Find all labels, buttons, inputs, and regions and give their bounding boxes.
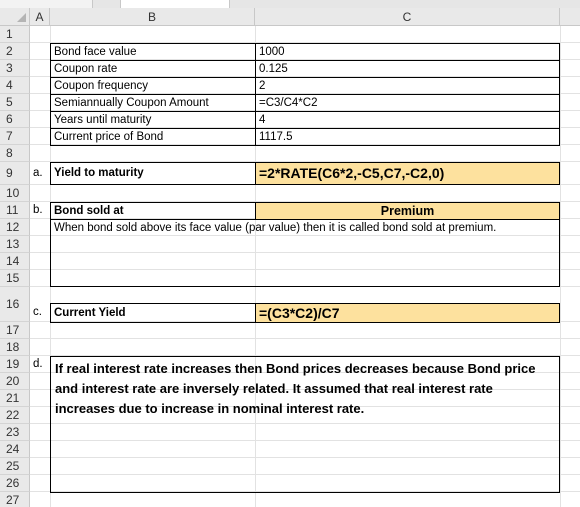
row-header-27[interactable]: 27 — [0, 492, 30, 507]
row-header-18[interactable]: 18 — [0, 339, 30, 356]
cell-c7[interactable]: 1117.5 — [255, 128, 560, 146]
row-header-23[interactable]: 23 — [0, 424, 30, 441]
cell-a11[interactable]: b. — [33, 204, 43, 216]
select-all-triangle-icon — [17, 13, 26, 22]
row-header-10[interactable]: 10 — [0, 185, 30, 202]
cell-a16[interactable]: c. — [33, 306, 42, 318]
cell-c2[interactable]: 1000 — [255, 43, 560, 61]
row-header-12[interactable]: 12 — [0, 219, 30, 236]
cell-b3[interactable]: Coupon rate — [50, 60, 256, 78]
row-header-13[interactable]: 13 — [0, 236, 30, 253]
cell-c6[interactable]: 4 — [255, 111, 560, 129]
cell-b7[interactable]: Current price of Bond — [50, 128, 256, 146]
cell-b11[interactable]: Bond sold at — [50, 202, 256, 220]
row-header-11[interactable]: 11 — [0, 202, 30, 219]
gridline — [30, 338, 580, 339]
row-header-14[interactable]: 14 — [0, 253, 30, 270]
row-header-20[interactable]: 20 — [0, 373, 30, 390]
row-header-22[interactable]: 22 — [0, 407, 30, 424]
row-header-21[interactable]: 21 — [0, 390, 30, 407]
row-header-8[interactable]: 8 — [0, 145, 30, 162]
cell-c5[interactable]: =C3/C4*C2 — [255, 94, 560, 112]
row-header-3[interactable]: 3 — [0, 60, 30, 77]
cell-a19[interactable]: d. — [33, 358, 43, 370]
column-header-d[interactable] — [560, 8, 580, 26]
cell-b2[interactable]: Bond face value — [50, 43, 256, 61]
cell-c4[interactable]: 2 — [255, 77, 560, 95]
row-header-1[interactable]: 1 — [0, 26, 30, 43]
row-header-26[interactable]: 26 — [0, 475, 30, 492]
column-header-a[interactable]: A — [30, 8, 50, 26]
row-header-6[interactable]: 6 — [0, 111, 30, 128]
row-header-24[interactable]: 24 — [0, 441, 30, 458]
row-header-5[interactable]: 5 — [0, 94, 30, 111]
column-header-b[interactable]: B — [50, 8, 255, 26]
cell-c16-current-yield-formula[interactable]: =(C3*C2)/C7 — [255, 303, 560, 323]
row-header-7[interactable]: 7 — [0, 128, 30, 145]
gridline — [560, 26, 561, 507]
cell-c3[interactable]: 0.125 — [255, 60, 560, 78]
row-header-2[interactable]: 2 — [0, 43, 30, 60]
spreadsheet-grid — [0, 8, 580, 507]
cell-a9[interactable]: a. — [33, 167, 43, 179]
cell-b16[interactable]: Current Yield — [50, 303, 256, 323]
cell-b5[interactable]: Semiannually Coupon Amount — [50, 94, 256, 112]
cell-b4[interactable]: Coupon frequency — [50, 77, 256, 95]
row-header-25[interactable]: 25 — [0, 458, 30, 475]
column-header-c[interactable]: C — [255, 8, 560, 26]
sheet-tab[interactable] — [120, 0, 230, 8]
select-all-corner[interactable] — [0, 8, 30, 26]
cell-c9-ytm-formula[interactable]: =2*RATE(C6*2,-C5,C7,-C2,0) — [255, 162, 560, 185]
merged-cell-b19-answer[interactable]: If real interest rate increases then Bond prices decreases because Bond price and interest rate are inversely related. It assumed that real interest rate increases due to increase in nominal interest rate. — [50, 356, 560, 493]
row-header-15[interactable]: 15 — [0, 270, 30, 287]
merged-cell-b12-note[interactable]: When bond sold above its face value (par value) then it is called bond sold at premium. — [50, 219, 560, 287]
cell-b9[interactable]: Yield to maturity — [50, 162, 256, 185]
sheet-tab[interactable] — [0, 0, 93, 8]
cell-b6[interactable]: Years until maturity — [50, 111, 256, 129]
row-header-16[interactable]: 16 — [0, 287, 30, 322]
cell-c11-premium[interactable]: Premium — [255, 202, 560, 220]
row-header-17[interactable]: 17 — [0, 322, 30, 339]
row-header-9[interactable]: 9 — [0, 162, 30, 185]
row-header-19[interactable]: 19 — [0, 356, 30, 373]
row-header-4[interactable]: 4 — [0, 77, 30, 94]
